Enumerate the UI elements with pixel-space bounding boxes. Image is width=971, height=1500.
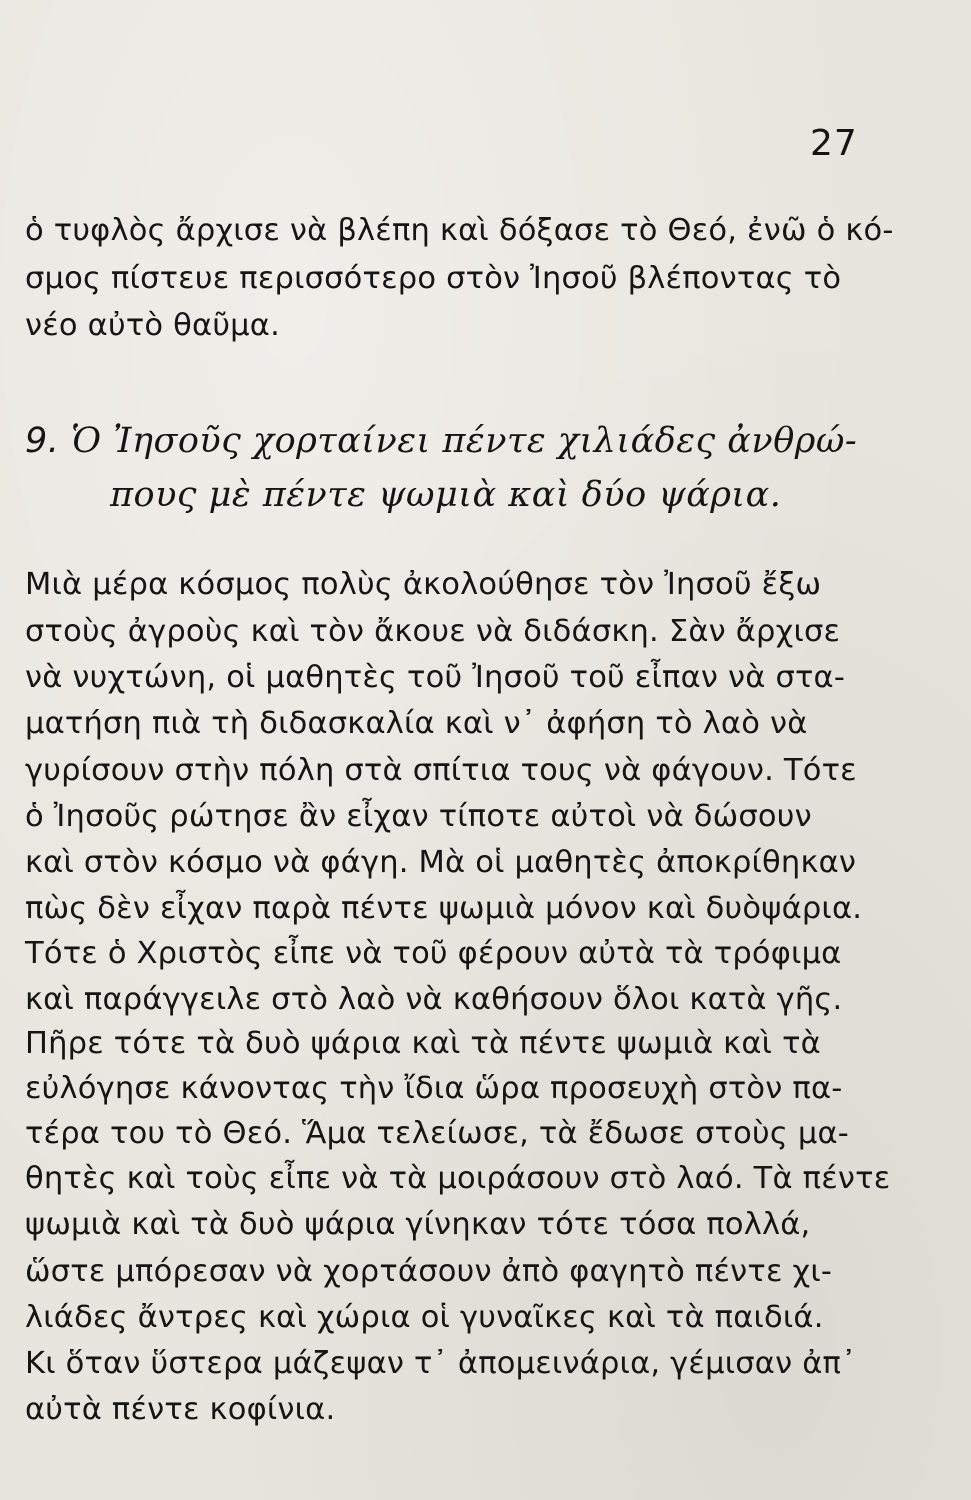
page-number: 27 bbox=[810, 123, 858, 164]
intro-line: νέο αὐτὸ θαῦμα. bbox=[25, 308, 280, 343]
body-line: Κι ὅταν ὕστερα μάζεψαν τ᾽ ἀπομεινάρια, γέμισαν ἀπ᾽ bbox=[25, 1346, 857, 1381]
intro-line: ὁ τυφλὸς ἄρχισε νὰ βλέπη καὶ δόξασε τὸ Θεό, ἐνῶ ὁ κό- bbox=[25, 213, 894, 248]
section-title-line2: πους μὲ πέντε ψωμιὰ καὶ δύο ψάρια. bbox=[110, 475, 782, 515]
section-number: 9. bbox=[25, 421, 60, 461]
section-title-line1: Ὁ Ἰησοῦς χορταίνει πέντε χιλιάδες ἀνθρώ- bbox=[71, 421, 858, 461]
body-line: Τότε ὁ Χριστὸς εἶπε νὰ τοῦ φέρουν αὐτὰ τὰ τρόφιμα bbox=[25, 936, 842, 971]
body-line: καὶ στὸν κόσμο νὰ φάγη. Μὰ οἱ μαθητὲς ἀποκρίθηκαν bbox=[25, 845, 857, 880]
body-line: λιάδες ἄντρες καὶ χώρια οἱ γυναῖκες καὶ τὰ παιδιά. bbox=[25, 1300, 824, 1335]
body-line: τέρα του τὸ Θεό. Ἅμα τελείωσε, τὰ ἔδωσε στοὺς μα- bbox=[25, 1116, 850, 1151]
body-line: Πῆρε τότε τὰ δυὸ ψάρια καὶ τὰ πέντε ψωμιὰ καὶ τὰ bbox=[25, 1026, 821, 1061]
body-line: γυρίσουν στὴν πόλη στὰ σπίτια τους νὰ φάγουν. Τότε bbox=[25, 753, 857, 788]
body-line: πὼς δὲν εἶχαν παρὰ πέντε ψωμιὰ μόνον καὶ δυὸψάρια. bbox=[25, 891, 863, 926]
body-line: Μιὰ μέρα κόσμος πολὺς ἀκολούθησε τὸν Ἰησοῦ ἔξω bbox=[25, 567, 822, 602]
body-line: ψωμιὰ καὶ τὰ δυὸ ψάρια γίνηκαν τότε τόσα πολλά, bbox=[25, 1207, 811, 1242]
body-line: εὐλόγησε κάνοντας τὴν ἴδια ὥρα προσευχὴ στὸν πα- bbox=[25, 1071, 843, 1106]
body-line: ὁ Ἰησοῦς ρώτησε ἂν εἶχαν τίποτε αὐτοὶ νὰ δώσουν bbox=[25, 799, 812, 834]
body-line: θητὲς καὶ τοὺς εἶπε νὰ τὰ μοιράσουν στὸ λαό. Τὰ πέντε bbox=[25, 1161, 891, 1196]
intro-line: σμος πίστευε περισσότερο στὸν Ἰησοῦ βλέποντας τὸ bbox=[25, 261, 842, 296]
section-heading bbox=[25, 418, 857, 464]
body-line: νὰ νυχτώνη, οἱ μαθητὲς τοῦ Ἰησοῦ τοῦ εἶπαν νὰ στα- bbox=[25, 660, 846, 695]
body-line: στοὺς ἀγροὺς καὶ τὸν ἄκουε νὰ διδάσκη. Σὰν ἄρχισε bbox=[25, 614, 841, 649]
body-line: αὐτὰ πέντε κοφίνια. bbox=[25, 1392, 336, 1427]
body-line: καὶ παράγγειλε στὸ λαὸ νὰ καθήσουν ὅλοι κατὰ γῆς. bbox=[25, 982, 843, 1017]
body-line: ματήση πιὰ τὴ διδασκαλία καὶ ν᾽ ἀφήση τὸ λαὸ νὰ bbox=[25, 706, 808, 741]
body-line: ὥστε μπόρεσαν νὰ χορτάσουν ἀπὸ φαγητὸ πέντε χι- bbox=[25, 1254, 833, 1289]
